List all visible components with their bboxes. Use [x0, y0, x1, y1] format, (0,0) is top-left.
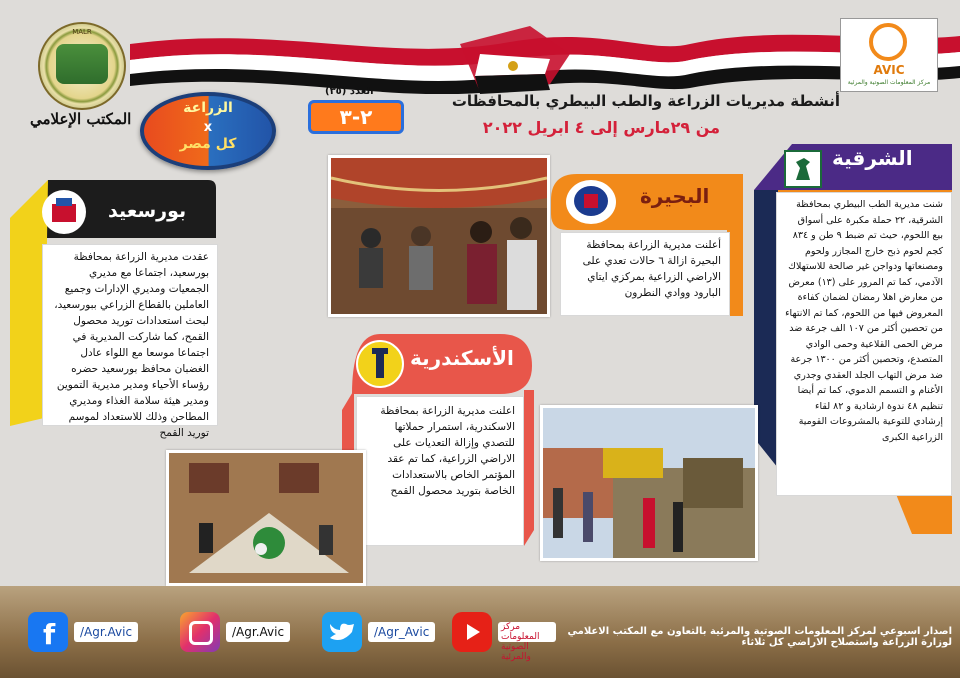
- twitter-icon: [322, 612, 362, 652]
- lighthouse-icon: [356, 340, 404, 388]
- sharqia-title: الشرقية: [832, 146, 913, 170]
- egypt-flag-banner: [130, 14, 960, 94]
- twitter-handle: /Agr_Avic: [368, 622, 435, 642]
- photo-encroachment-removal: [540, 405, 758, 561]
- port-said-title: بورسعيد: [108, 200, 187, 222]
- twitter-link[interactable]: [322, 612, 452, 652]
- avic-name: AVIC: [873, 63, 905, 77]
- agriculture-x-egypt-badge: [140, 92, 276, 170]
- photo-conference: [166, 450, 366, 586]
- footer-note: اصدار اسبوعي لمركز المعلومات الصوتية والمرئية بالتعاون مع المكتب الاعلامي لوزارة الزراعة واستصلاح الاراضي كل ثلاثاء: [567, 626, 952, 648]
- facebook-icon: f: [28, 612, 68, 652]
- castle-icon: [42, 190, 86, 234]
- avic-signal-icon: [869, 23, 907, 61]
- avic-logo: [840, 18, 938, 92]
- badge-line3: كل مصر: [179, 136, 237, 152]
- horse-icon: [784, 150, 822, 188]
- emblem-text: MALR: [72, 28, 92, 36]
- badge-line2: x: [203, 120, 213, 135]
- issue-number: ٢-٣: [308, 100, 404, 134]
- facebook-handle: /Agr.Avic: [74, 622, 138, 642]
- facebook-link[interactable]: [28, 612, 158, 652]
- page-title: أنشطة مديريات الزراعة والطب البيطري بالمحافظات: [451, 92, 840, 110]
- youtube-channel: مركز المعلومات الصوتية والمرئية: [498, 622, 556, 642]
- date-range: من ٢٩مارس إلى ٤ ابريل ٢٠٢٢: [482, 118, 720, 137]
- instagram-link[interactable]: [180, 612, 310, 652]
- media-office-label: المكتب الإعلامي: [30, 110, 132, 128]
- alexandria-title: الأسكندرية: [410, 346, 514, 370]
- beheira-body: أعلنت مديرية الزراعة بمحافظة البحيرة ازالة ٦ حالات تعدي على الاراضي الزراعية بمركزي ايتاي البارود ووادي النطرون: [560, 232, 730, 316]
- beheira-emblem-icon: [566, 180, 616, 224]
- beheira-title: البحيرة: [640, 184, 710, 208]
- instagram-handle: /Agr.Avic: [226, 622, 290, 642]
- port-said-body: عقدت مديرية الزراعة بمحافظة بورسعيد، اجتماعا مع مديري الجمعيات ومديري الإدارات وجميع العاملين بالقطاع الزراعي ببورسعيد، لبحث استعدادات توريد محصول القمح، كما شاركت المديرية في اجتماعا موسعا مع اللواء عادل الغضبان محافظ بورسعيد حضره رؤساء الأحياء ومدير مديرية التموين ومدير هيئة سلامة الغذاء ومديري المطاحن وذلك للاستعداد لموسم توريد القمح: [42, 244, 218, 426]
- youtube-link[interactable]: [452, 612, 572, 662]
- emblem-field-icon: [56, 44, 108, 84]
- instagram-icon: [180, 612, 220, 652]
- sharqia-body: شنت مديرية الطب البيطري بمحافظة الشرقية، ٢٢ حملة مكبرة على أسواق بيع اللحوم، حيث تم ضبط ٩ طن و ٨٣٤ كجم لحوم ذبح خارج المجازر ولحوم ومصنعاتها ودواجن غير صالحة للاستهلاك الآدمي، كما تم المرور على (١٣) معرض من معارض اهلا رمضان لضمان كفاءة المعروض فيها من اللحوم، كما تم الانتهاء من تحصين أكثر من ١٠٧ الف جرعة ضد مرض الحمى القلاعية وحمى الوادي المتصدع، وتحصين أكثر من ١٣٠٠ جرعة ضد مرض التهاب الجلد العقدي وجدري الأغنام و التسمم الدموي، كما تم أيضا تنظيم ٤٨ ندوة ارشادية و ٨٢ لقاء إرشادي للتوعية بالمشروعات القومية الزراعية الكبرى: [776, 192, 952, 496]
- youtube-icon: [452, 612, 492, 652]
- alexandria-body: اعلنت مديرية الزراعة بمحافظة الاسكندرية، استمرار حملاتها للتصدي وإزالة التعديات على الاراضي الزراعية، كما تم عقد المؤتمر الخاص بالاستعدادات الخاصة بتوريد محصول القمح: [356, 396, 524, 546]
- issue-label: العدد (٣٥): [325, 86, 374, 97]
- ministry-emblem: [38, 22, 126, 110]
- badge-line1: الزراعة: [183, 100, 233, 116]
- photo-tent-meeting: [328, 155, 550, 317]
- avic-subtitle: مركز المعلومات الصوتية والمرئية: [847, 79, 931, 86]
